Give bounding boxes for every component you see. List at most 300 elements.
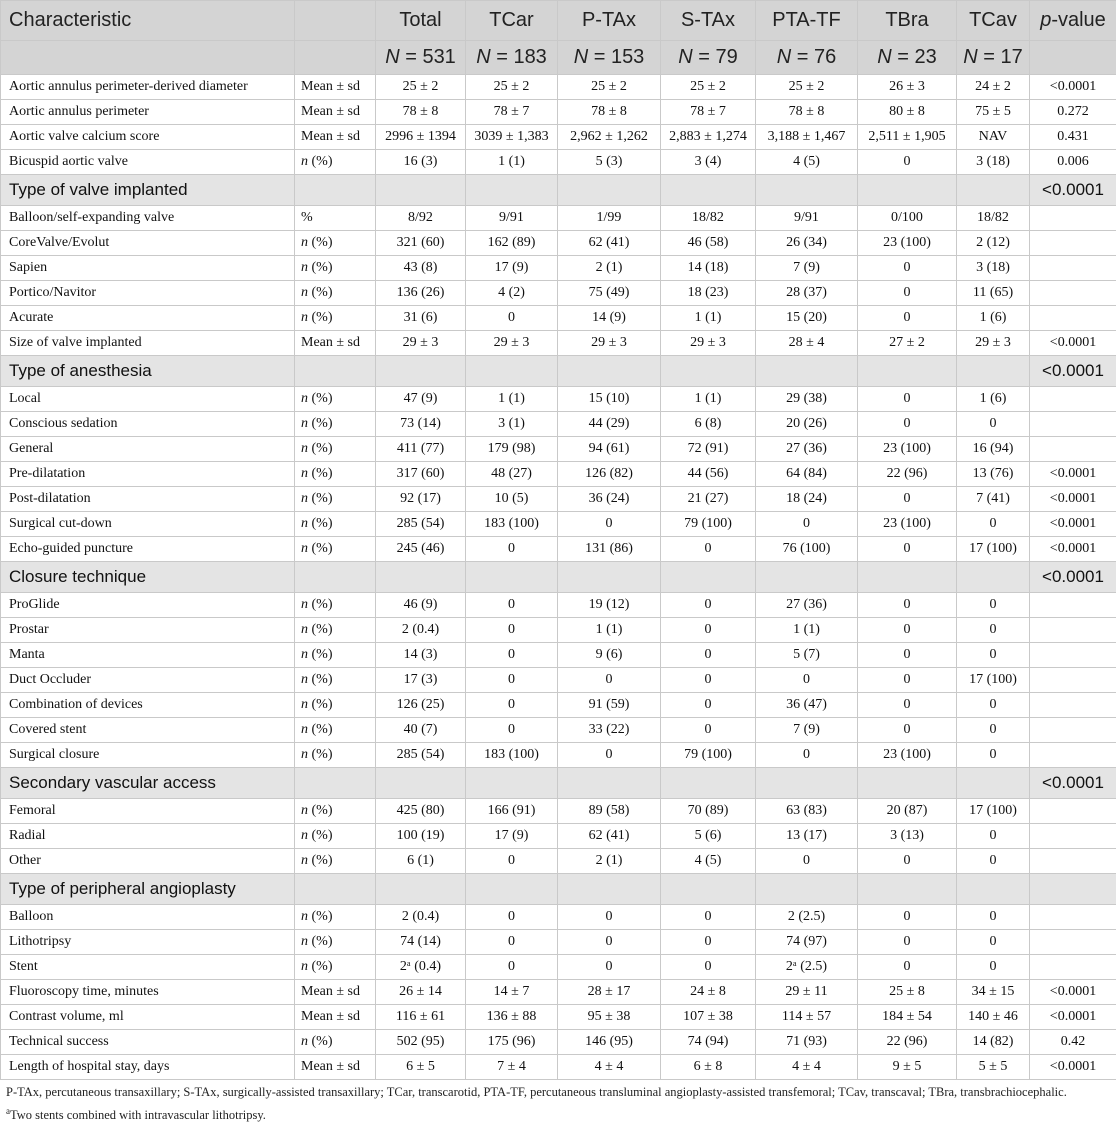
footnote-a (6, 1102, 1110, 1125)
row-value: 34 ± 15 (957, 980, 1030, 1005)
row-value: 24 ± 2 (957, 75, 1030, 100)
row-value: 166 (91) (466, 799, 558, 824)
row-value: 0 (558, 955, 661, 980)
row-value: 0 (858, 643, 957, 668)
row-value: 16 (94) (957, 437, 1030, 462)
row-value: 7 (41) (957, 487, 1030, 512)
row-value: 1 (1) (466, 150, 558, 175)
section-blank-cell (466, 175, 558, 206)
section-row (1, 356, 1116, 387)
row-stat: Mean ± sd (295, 1055, 376, 1080)
table-footnotes (6, 1083, 1110, 1125)
header-ptatf: PTA-TF (756, 1, 858, 41)
row-value: 78 ± 8 (756, 100, 858, 125)
row-stat: Mean ± sd (295, 331, 376, 356)
row-value: 3 (1) (466, 412, 558, 437)
row-stat: Mean ± sd (295, 75, 376, 100)
row-value: 321 (60) (376, 231, 466, 256)
row-value: 78 ± 7 (466, 100, 558, 125)
row-value: 0 (957, 693, 1030, 718)
row-value: 0 (756, 849, 858, 874)
row-value: 25 ± 2 (756, 75, 858, 100)
section-blank-cell (376, 356, 466, 387)
header-total: Total (376, 1, 466, 41)
row-value: 19 (12) (558, 593, 661, 618)
row-stat: n (%) (295, 437, 376, 462)
row-value: 1 (6) (957, 306, 1030, 331)
row-pvalue (1030, 281, 1116, 306)
row-value: 29 ± 3 (558, 331, 661, 356)
table-row (1, 743, 1116, 768)
row-value: 70 (89) (661, 799, 756, 824)
row-value: 26 (34) (756, 231, 858, 256)
row-pvalue (1030, 437, 1116, 462)
row-value: 14 (3) (376, 643, 466, 668)
section-blank-cell (295, 768, 376, 799)
row-value: 7 ± 4 (466, 1055, 558, 1080)
row-label: CoreValve/Evolut (1, 231, 295, 256)
row-pvalue (1030, 593, 1116, 618)
header-tcav: TCav (957, 1, 1030, 41)
section-blank-cell (957, 768, 1030, 799)
table-row (1, 206, 1116, 231)
section-blank-cell (466, 768, 558, 799)
row-value: 140 ± 46 (957, 1005, 1030, 1030)
row-value: 131 (86) (558, 537, 661, 562)
row-value: 3 (18) (957, 256, 1030, 281)
row-pvalue (1030, 206, 1116, 231)
row-value: 75 ± 5 (957, 100, 1030, 125)
row-value: 9/91 (466, 206, 558, 231)
table-row (1, 980, 1116, 1005)
row-value: 14 (18) (661, 256, 756, 281)
row-pvalue: <0.0001 (1030, 1005, 1116, 1030)
row-value: 136 (26) (376, 281, 466, 306)
row-value: 11 (65) (957, 281, 1030, 306)
header-tcar: TCar (466, 1, 558, 41)
row-value: 2996 ± 1394 (376, 125, 466, 150)
row-value: 6 ± 5 (376, 1055, 466, 1080)
row-value: 18/82 (957, 206, 1030, 231)
row-value: 28 ± 4 (756, 331, 858, 356)
row-label: Duct Occluder (1, 668, 295, 693)
n-tcav: N = 17 (957, 41, 1030, 75)
row-value: 0 (858, 718, 957, 743)
row-value: 183 (100) (466, 743, 558, 768)
row-value: 9 (6) (558, 643, 661, 668)
row-value: 7 (9) (756, 256, 858, 281)
table-row (1, 150, 1116, 175)
pvalue-p: p (1040, 9, 1052, 31)
table-header (1, 1, 1116, 75)
table-row (1, 75, 1116, 100)
table-row (1, 1030, 1116, 1055)
row-value: 126 (25) (376, 693, 466, 718)
row-value: 25 ± 2 (466, 75, 558, 100)
section-blank-cell (558, 768, 661, 799)
section-blank-cell (957, 356, 1030, 387)
row-value: 1 (6) (957, 387, 1030, 412)
table-row (1, 331, 1116, 356)
row-value: 28 ± 17 (558, 980, 661, 1005)
row-value: NAV (957, 125, 1030, 150)
table-row (1, 718, 1116, 743)
row-value: 17 (100) (957, 668, 1030, 693)
row-value: 0 (661, 668, 756, 693)
row-value: 26 ± 3 (858, 75, 957, 100)
row-value: 0 (957, 930, 1030, 955)
section-blank-cell (858, 356, 957, 387)
row-value: 0 (661, 593, 756, 618)
row-stat: n (%) (295, 487, 376, 512)
row-value: 18/82 (661, 206, 756, 231)
row-value: 6 (8) (661, 412, 756, 437)
row-label: Sapien (1, 256, 295, 281)
row-value: 0 (858, 412, 957, 437)
row-value: 76 (100) (756, 537, 858, 562)
row-value: 28 (37) (756, 281, 858, 306)
row-value: 179 (98) (466, 437, 558, 462)
row-stat: n (%) (295, 643, 376, 668)
n-total: N = 531 (376, 41, 466, 75)
row-pvalue: <0.0001 (1030, 1055, 1116, 1080)
section-blank-cell (661, 768, 756, 799)
n-row (1, 41, 1116, 75)
row-label: Combination of devices (1, 693, 295, 718)
header-ptax: P-TAx (558, 1, 661, 41)
row-value: 0 (466, 593, 558, 618)
section-label: Type of valve implanted (1, 175, 295, 206)
row-pvalue (1030, 743, 1116, 768)
section-blank-cell (858, 562, 957, 593)
row-value: 17 (9) (466, 824, 558, 849)
row-value: 2 (12) (957, 231, 1030, 256)
row-value: 24 ± 8 (661, 980, 756, 1005)
row-value: 15 (10) (558, 387, 661, 412)
table-row (1, 512, 1116, 537)
row-value: 13 (76) (957, 462, 1030, 487)
table-row (1, 387, 1116, 412)
row-value: 0 (466, 537, 558, 562)
row-pvalue: <0.0001 (1030, 462, 1116, 487)
row-value: 0 (858, 256, 957, 281)
row-value: 0 (858, 593, 957, 618)
table-row (1, 668, 1116, 693)
row-value: 0 (558, 512, 661, 537)
row-label: Other (1, 849, 295, 874)
row-pvalue: <0.0001 (1030, 75, 1116, 100)
row-value: 89 (58) (558, 799, 661, 824)
row-label: Contrast volume, ml (1, 1005, 295, 1030)
row-label: Balloon (1, 905, 295, 930)
row-value: 95 ± 38 (558, 1005, 661, 1030)
row-value: 0 (661, 905, 756, 930)
section-blank-cell (558, 175, 661, 206)
section-pvalue: <0.0001 (1030, 562, 1116, 593)
row-value: 29 ± 3 (466, 331, 558, 356)
row-stat: Mean ± sd (295, 125, 376, 150)
row-pvalue (1030, 618, 1116, 643)
row-label: Portico/Navitor (1, 281, 295, 306)
row-label: Femoral (1, 799, 295, 824)
row-value: 126 (82) (558, 462, 661, 487)
row-label: Surgical closure (1, 743, 295, 768)
row-value: 0 (858, 150, 957, 175)
row-stat: n (%) (295, 824, 376, 849)
row-value: 285 (54) (376, 512, 466, 537)
row-value: 0 (661, 618, 756, 643)
row-stat: n (%) (295, 955, 376, 980)
row-label: Size of valve implanted (1, 331, 295, 356)
section-row (1, 175, 1116, 206)
row-value: 100 (19) (376, 824, 466, 849)
row-pvalue: <0.0001 (1030, 512, 1116, 537)
row-value: 7 (9) (756, 718, 858, 743)
row-value: 4 ± 4 (558, 1055, 661, 1080)
row-value: 317 (60) (376, 462, 466, 487)
row-value: 78 ± 8 (558, 100, 661, 125)
row-value: 0 (756, 512, 858, 537)
row-value: 5 (7) (756, 643, 858, 668)
table-row (1, 905, 1116, 930)
row-value: 17 (9) (466, 256, 558, 281)
row-value: 0 (957, 955, 1030, 980)
row-pvalue (1030, 668, 1116, 693)
section-blank-cell (295, 175, 376, 206)
row-value: 33 (22) (558, 718, 661, 743)
row-pvalue: <0.0001 (1030, 331, 1116, 356)
section-blank-cell (661, 356, 756, 387)
row-pvalue (1030, 231, 1116, 256)
row-value: 18 (23) (661, 281, 756, 306)
table-row (1, 930, 1116, 955)
row-value: 27 (36) (756, 437, 858, 462)
row-value: 14 ± 7 (466, 980, 558, 1005)
section-label: Type of peripheral angioplasty (1, 874, 295, 905)
table-row (1, 306, 1116, 331)
section-blank-cell (661, 874, 756, 905)
row-stat: n (%) (295, 718, 376, 743)
row-stat: n (%) (295, 849, 376, 874)
row-value: 0 (558, 668, 661, 693)
row-value: 29 ± 11 (756, 980, 858, 1005)
table-row (1, 281, 1116, 306)
row-label: Aortic valve calcium score (1, 125, 295, 150)
row-label: Fluoroscopy time, minutes (1, 980, 295, 1005)
row-value: 44 (29) (558, 412, 661, 437)
row-pvalue (1030, 824, 1116, 849)
row-value: 29 (38) (756, 387, 858, 412)
row-value: 91 (59) (558, 693, 661, 718)
row-value: 136 ± 88 (466, 1005, 558, 1030)
row-value: 23 (100) (858, 231, 957, 256)
row-value: 3039 ± 1,383 (466, 125, 558, 150)
row-value: 3,188 ± 1,467 (756, 125, 858, 150)
row-value: 31 (6) (376, 306, 466, 331)
row-value: 14 (82) (957, 1030, 1030, 1055)
n-row-blank-3 (1030, 41, 1116, 75)
row-value: 9 ± 5 (858, 1055, 957, 1080)
row-value: 3 (13) (858, 824, 957, 849)
section-blank-cell (957, 175, 1030, 206)
row-pvalue (1030, 693, 1116, 718)
section-blank-cell (756, 175, 858, 206)
row-value: 46 (58) (661, 231, 756, 256)
footnote-marker: a (6, 1106, 10, 1116)
row-value: 1 (1) (558, 618, 661, 643)
row-stat: n (%) (295, 930, 376, 955)
row-value: 425 (80) (376, 799, 466, 824)
row-pvalue (1030, 643, 1116, 668)
row-value: 0 (957, 593, 1030, 618)
row-value: 1 (1) (661, 387, 756, 412)
row-value: 4 ± 4 (756, 1055, 858, 1080)
row-value: 79 (100) (661, 512, 756, 537)
section-blank-cell (466, 874, 558, 905)
section-blank-cell (295, 874, 376, 905)
row-value: 0 (858, 668, 957, 693)
row-value: 0 (558, 905, 661, 930)
section-blank-cell (957, 562, 1030, 593)
row-value: 5 ± 5 (957, 1055, 1030, 1080)
row-label: Aortic annulus perimeter (1, 100, 295, 125)
row-label: Covered stent (1, 718, 295, 743)
row-label: Manta (1, 643, 295, 668)
row-value: 183 (100) (466, 512, 558, 537)
row-value: 4 (5) (661, 849, 756, 874)
header-characteristic: Characteristic (1, 1, 295, 41)
row-pvalue: <0.0001 (1030, 537, 1116, 562)
row-value: 18 (24) (756, 487, 858, 512)
row-stat: n (%) (295, 618, 376, 643)
row-value: 8/92 (376, 206, 466, 231)
row-value: 285 (54) (376, 743, 466, 768)
row-pvalue: 0.431 (1030, 125, 1116, 150)
row-value: 0 (858, 849, 957, 874)
row-value: 0 (466, 718, 558, 743)
section-label: Secondary vascular access (1, 768, 295, 799)
row-value: 2,883 ± 1,274 (661, 125, 756, 150)
row-pvalue (1030, 930, 1116, 955)
row-stat: n (%) (295, 693, 376, 718)
row-stat: n (%) (295, 668, 376, 693)
row-value: 64 (84) (756, 462, 858, 487)
section-blank-cell (376, 562, 466, 593)
table-row (1, 955, 1116, 980)
table-row (1, 824, 1116, 849)
row-value: 2ᵃ (2.5) (756, 955, 858, 980)
row-value: 73 (14) (376, 412, 466, 437)
row-value: 0 (466, 955, 558, 980)
row-value: 71 (93) (756, 1030, 858, 1055)
row-value: 0 (957, 824, 1030, 849)
row-value: 0 (957, 412, 1030, 437)
section-row (1, 874, 1116, 905)
row-value: 78 ± 8 (376, 100, 466, 125)
row-value: 0 (756, 668, 858, 693)
row-label: Lithotripsy (1, 930, 295, 955)
row-label: Radial (1, 824, 295, 849)
row-value: 0 (858, 306, 957, 331)
table-row (1, 593, 1116, 618)
row-value: 40 (7) (376, 718, 466, 743)
row-value: 17 (100) (957, 799, 1030, 824)
row-stat: n (%) (295, 462, 376, 487)
row-value: 14 (9) (558, 306, 661, 331)
row-stat: Mean ± sd (295, 980, 376, 1005)
row-value: 0 (466, 618, 558, 643)
row-value: 4 (5) (756, 150, 858, 175)
header-row (1, 1, 1116, 41)
row-value: 0 (858, 618, 957, 643)
row-stat: n (%) (295, 1030, 376, 1055)
table-row (1, 231, 1116, 256)
section-pvalue: <0.0001 (1030, 175, 1116, 206)
section-pvalue (1030, 874, 1116, 905)
row-label: Surgical cut-down (1, 512, 295, 537)
section-label: Closure technique (1, 562, 295, 593)
section-blank-cell (858, 175, 957, 206)
row-value: 94 (61) (558, 437, 661, 462)
row-stat: n (%) (295, 799, 376, 824)
row-pvalue (1030, 905, 1116, 930)
row-pvalue: <0.0001 (1030, 487, 1116, 512)
row-value: 36 (47) (756, 693, 858, 718)
row-stat: n (%) (295, 387, 376, 412)
header-stat (295, 1, 376, 41)
row-value: 411 (77) (376, 437, 466, 462)
row-value: 22 (96) (858, 462, 957, 487)
row-value: 2 (2.5) (756, 905, 858, 930)
row-label: Acurate (1, 306, 295, 331)
row-value: 0/100 (858, 206, 957, 231)
section-pvalue: <0.0001 (1030, 356, 1116, 387)
row-pvalue (1030, 849, 1116, 874)
table-row (1, 1005, 1116, 1030)
table-row (1, 643, 1116, 668)
table-row (1, 100, 1116, 125)
table-row (1, 618, 1116, 643)
row-value: 116 ± 61 (376, 1005, 466, 1030)
row-value: 2 (0.4) (376, 905, 466, 930)
row-value: 0 (858, 693, 957, 718)
row-value: 27 (36) (756, 593, 858, 618)
table-body (1, 75, 1116, 1080)
row-value: 0 (558, 930, 661, 955)
table-row (1, 437, 1116, 462)
row-value: 175 (96) (466, 1030, 558, 1055)
row-value: 6 (1) (376, 849, 466, 874)
row-value: 0 (957, 618, 1030, 643)
row-pvalue (1030, 799, 1116, 824)
section-blank-cell (661, 175, 756, 206)
row-value: 6 ± 8 (661, 1055, 756, 1080)
row-stat: n (%) (295, 512, 376, 537)
row-value: 21 (27) (661, 487, 756, 512)
row-value: 43 (8) (376, 256, 466, 281)
row-value: 0 (466, 306, 558, 331)
row-value: 23 (100) (858, 743, 957, 768)
row-pvalue: 0.006 (1030, 150, 1116, 175)
row-label: Pre-dilatation (1, 462, 295, 487)
section-label: Type of anesthesia (1, 356, 295, 387)
row-label: ProGlide (1, 593, 295, 618)
n-tcar: N = 183 (466, 41, 558, 75)
row-value: 20 (87) (858, 799, 957, 824)
row-stat: n (%) (295, 256, 376, 281)
n-stax: N = 79 (661, 41, 756, 75)
row-value: 0 (558, 743, 661, 768)
